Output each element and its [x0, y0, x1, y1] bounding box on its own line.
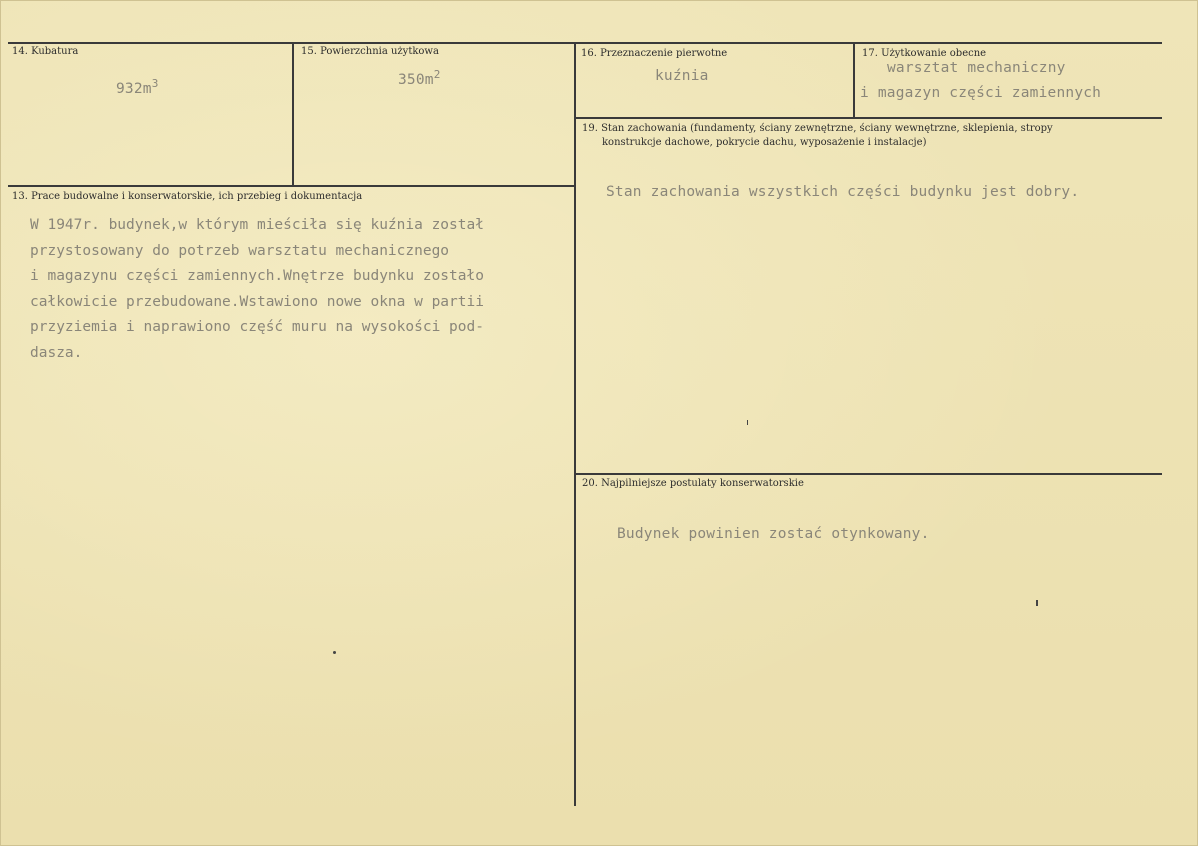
field-20-value: Budynek powinien zostać otynkowany.	[617, 526, 930, 542]
top-rule	[8, 42, 1162, 44]
paper-speck	[747, 420, 748, 425]
field-13-text-line: przyziemia i naprawiono część muru na wysokości pod-	[30, 319, 484, 335]
field-13-text-line: W 1947r. budynek,w którym mieściła się kuźnia został	[30, 217, 484, 233]
field-20-label: 20. Najpilniejsze postulaty konserwatorskie	[582, 478, 804, 489]
field-14-label: 14. Kubatura	[12, 46, 79, 57]
field-15-value	[398, 68, 441, 88]
field-17-label: 17. Użytkowanie obecne	[862, 48, 987, 59]
field-17-value-line1: warsztat mechaniczny	[887, 60, 1066, 76]
field-13-text-line: dasza.	[30, 344, 83, 361]
field-19-label-line1: 19. Stan zachowania (fundamenty, ściany zewnętrzne, ściany wewnętrzne, sklepienia, stropy	[582, 123, 1053, 134]
field-16-label: 16. Przeznaczenie pierwotne	[581, 48, 728, 59]
field-17-value-line2: i magazyn części zamiennych	[860, 85, 1102, 101]
field-13-text-line: i magazynu części zamiennych.Wnętrze budynku zostało	[30, 268, 484, 284]
field-19-label-line2: konstrukcje dachowe, pokrycie dachu, wyposażenie i instalacje)	[602, 137, 927, 148]
rule-under-14-15	[8, 185, 574, 187]
rule-under-16-17	[575, 117, 1162, 119]
field-14-value	[116, 77, 159, 97]
paper-speck	[1036, 600, 1038, 606]
field-15-value-exponent: 2	[433, 68, 441, 81]
field-13-text-line: całkowicie przebudowane.Wstawiono nowe okna w partii	[30, 293, 484, 310]
field-16-value: kuźnia	[655, 68, 709, 84]
field-15-label: 15. Powierzchnia użytkowa	[301, 46, 439, 57]
center-divider	[574, 43, 576, 806]
field-14-value-base: 932m	[116, 80, 152, 97]
field-13-label: 13. Prace budowalne i konserwatorskie, ich przebieg i dokumentacja	[12, 191, 363, 202]
divider-14-15	[292, 43, 294, 185]
field-19-value: Stan zachowania wszystkich części budynku jest dobry.	[606, 184, 1080, 200]
rule-under-19	[575, 473, 1162, 475]
paper-speck	[333, 651, 336, 654]
field-13-text-line: przystosowany do potrzeb warsztatu mechanicznego	[30, 242, 450, 259]
field-15-value-base: 350m	[398, 71, 434, 88]
divider-16-17	[853, 43, 855, 118]
field-13-text	[30, 213, 484, 366]
field-14-value-exponent: 3	[151, 77, 159, 90]
